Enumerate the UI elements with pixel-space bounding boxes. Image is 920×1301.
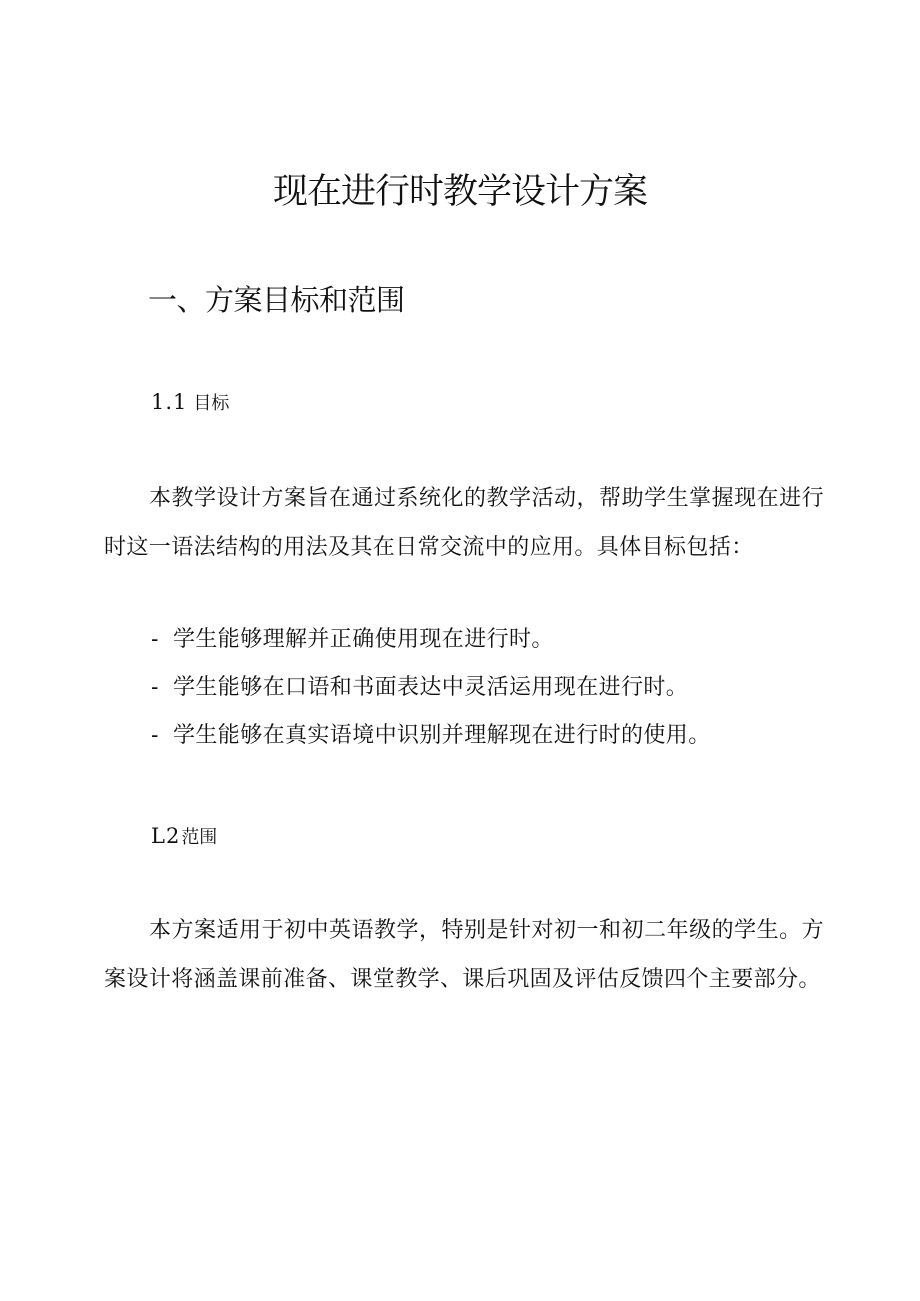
subsection-number: 1.1	[151, 390, 188, 414]
subsection-number: L2	[151, 824, 181, 848]
list-item	[151, 664, 711, 712]
subsection-label: 范围	[181, 827, 218, 848]
scope-paragraph: 本方案适用于初中英语教学，特别是针对初一和初二年级的学生。方案设计将涵盖课前准备、课堂教学、课后巩固及评估反馈四个主要部分。	[104, 918, 824, 992]
list-item-text: 学生能够在口语和书面表达中灵活运用现在进行时。	[173, 675, 689, 700]
list-item	[151, 712, 711, 760]
document-title: 现在进行时教学设计方案	[272, 172, 647, 212]
list-item-text: 学生能够在真实语境中识别并理解现在进行时的使用。	[173, 723, 711, 748]
bullet-marker: -	[151, 627, 159, 652]
goals-list	[151, 616, 711, 760]
subsection-heading-scope	[151, 823, 217, 851]
bullet-marker: -	[151, 723, 159, 748]
subsection-label: 目标	[193, 393, 230, 414]
bullet-marker: -	[151, 675, 159, 700]
subsection-heading-goals	[151, 389, 229, 417]
goals-paragraph: 本教学设计方案旨在通过系统化的教学活动，帮助学生掌握现在进行时这一语法结构的用法及其在日常交流中的应用。具体目标包括：	[104, 486, 824, 560]
list-item	[151, 616, 711, 664]
list-item-text: 学生能够理解并正确使用现在进行时。	[173, 627, 554, 652]
section-heading-1: 一、方案目标和范围	[148, 283, 405, 317]
